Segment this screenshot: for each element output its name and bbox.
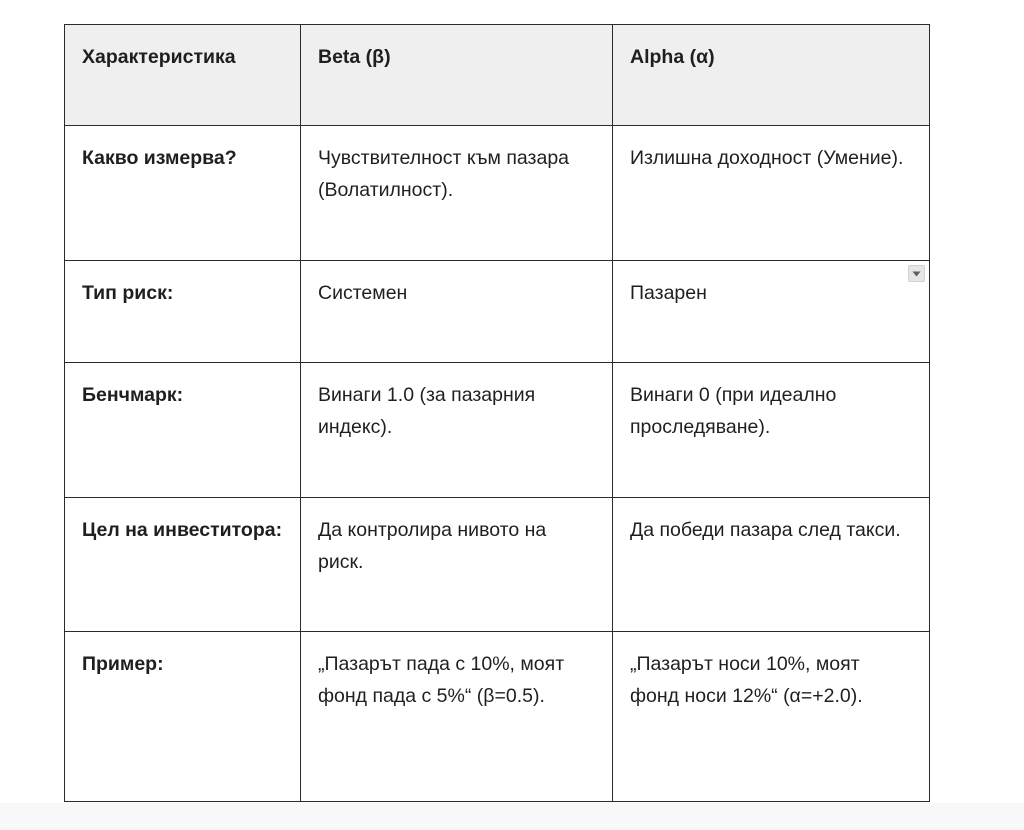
header-characteristic[interactable]: Характеристика: [65, 25, 301, 126]
cell-alpha[interactable]: Да победи пазара след такси.: [613, 498, 930, 632]
cell-beta[interactable]: Чувствителност към пазара (Волатилност).: [301, 126, 613, 261]
chevron-down-icon: [912, 271, 921, 277]
row-label-investor-goal[interactable]: Цел на инвеститора:: [65, 498, 301, 632]
row-label-benchmark[interactable]: Бенчмарк:: [65, 363, 301, 498]
header-beta[interactable]: Beta (β): [301, 25, 613, 126]
beta-alpha-comparison-table: [64, 24, 930, 802]
cell-beta[interactable]: Винаги 1.0 (за пазарния индекс).: [301, 363, 613, 498]
table-row: [65, 363, 930, 498]
cell-alpha-with-dropdown[interactable]: [613, 261, 930, 363]
row-label-what-measures[interactable]: Какво измерва?: [65, 126, 301, 261]
cell-alpha-text: Пазарен: [630, 282, 707, 304]
page-bottom-edge: [0, 803, 1024, 830]
cell-alpha[interactable]: „Пазарът носи 10%, моят фонд носи 12%“ (α=+2.0).: [613, 632, 930, 802]
row-label-risk-type[interactable]: Тип риск:: [65, 261, 301, 363]
row-label-example[interactable]: Пример:: [65, 632, 301, 802]
cell-beta[interactable]: Да контролира нивото на риск.: [301, 498, 613, 632]
table-header-row: [65, 25, 930, 126]
table-row: [65, 498, 930, 632]
table-row: [65, 261, 930, 363]
cell-alpha[interactable]: Винаги 0 (при идеално проследяване).: [613, 363, 930, 498]
table-row: [65, 632, 930, 802]
cell-beta[interactable]: Системен: [301, 261, 613, 363]
table-row: [65, 126, 930, 261]
cell-alpha[interactable]: Излишна доходност (Умение).: [613, 126, 930, 261]
cell-dropdown-button[interactable]: [908, 265, 925, 282]
header-alpha[interactable]: Alpha (α): [613, 25, 930, 126]
cell-beta[interactable]: „Пазарът пада с 10%, моят фонд пада с 5%“ (β=0.5).: [301, 632, 613, 802]
